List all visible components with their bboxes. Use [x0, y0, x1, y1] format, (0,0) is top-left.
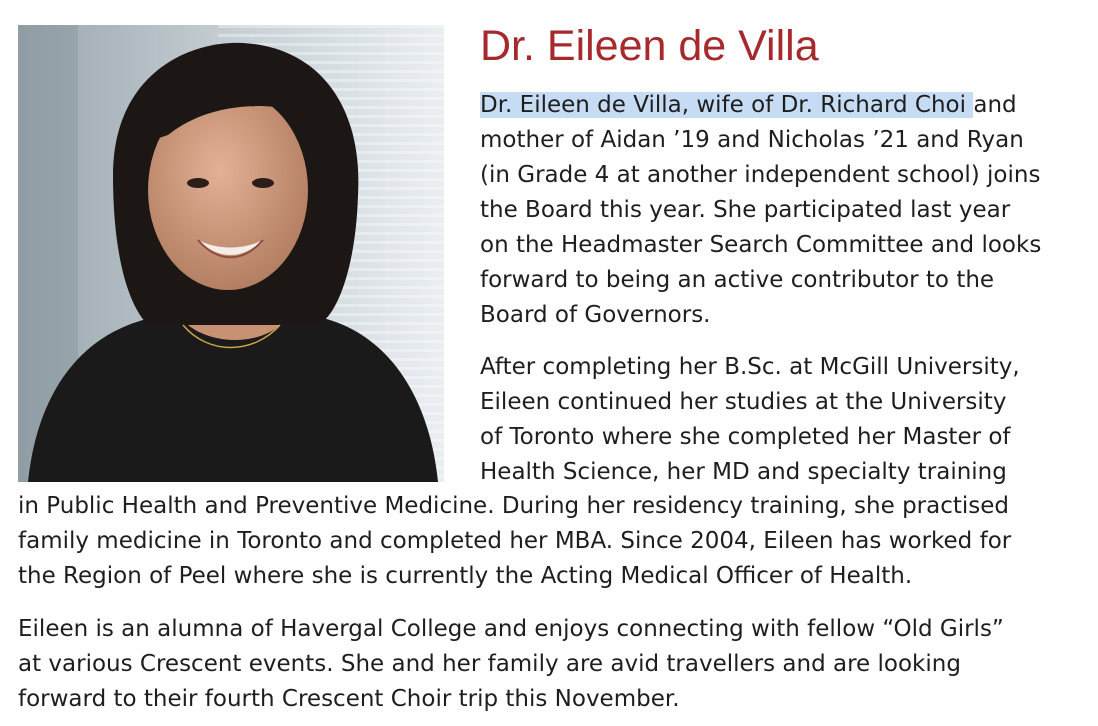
- paragraph-2-line-1: After completing her B.Sc. at McGill University,: [480, 354, 1020, 380]
- paragraph-2-line-2: Eileen continued her studies at the University: [480, 389, 1007, 415]
- highlighted-selection: Dr. Eileen de Villa, wife of Dr. Richard Choi: [480, 92, 974, 118]
- paragraph-1-line-4: the Board this year. She participated last year: [480, 197, 1011, 223]
- paragraph-1-line-3: (in Grade 4 at another independent school) joins: [480, 162, 1041, 188]
- portrait-photo: [18, 25, 444, 482]
- paragraph-2-line-4: Health Science, her MD and specialty training: [480, 459, 1007, 485]
- paragraph-1-line-1-rest: and: [973, 92, 1017, 118]
- paragraph-1-line-2: mother of Aidan ’19 and Nicholas ’21 and Ryan: [480, 127, 1024, 153]
- paragraph-1-line-5: on the Headmaster Search Committee and looks: [480, 232, 1042, 258]
- paragraph-1-line-1: [480, 88, 1017, 122]
- page-title: Dr. Eileen de Villa: [480, 22, 819, 70]
- paragraph-2-line-5: in Public Health and Preventive Medicine. During her residency training, she practised: [18, 493, 1009, 519]
- paragraph-2-line-7: the Region of Peel where she is currently the Acting Medical Officer of Health.: [18, 563, 913, 589]
- paragraph-2-line-3: of Toronto where she completed her Master of: [480, 424, 1011, 450]
- paragraph-3-line-1: Eileen is an alumna of Havergal College and enjoys connecting with fellow “Old Girls”: [18, 616, 1004, 642]
- paragraph-2-line-6: family medicine in Toronto and completed her MBA. Since 2004, Eileen has worked for: [18, 528, 1012, 554]
- paragraph-3-line-3: forward to their fourth Crescent Choir trip this November.: [18, 686, 680, 712]
- paragraph-1-line-6: forward to being an active contributor to the: [480, 267, 995, 293]
- paragraph-3-line-2: at various Crescent events. She and her family are avid travellers and are looking: [18, 651, 961, 677]
- paragraph-1-line-7: Board of Governors.: [480, 302, 711, 328]
